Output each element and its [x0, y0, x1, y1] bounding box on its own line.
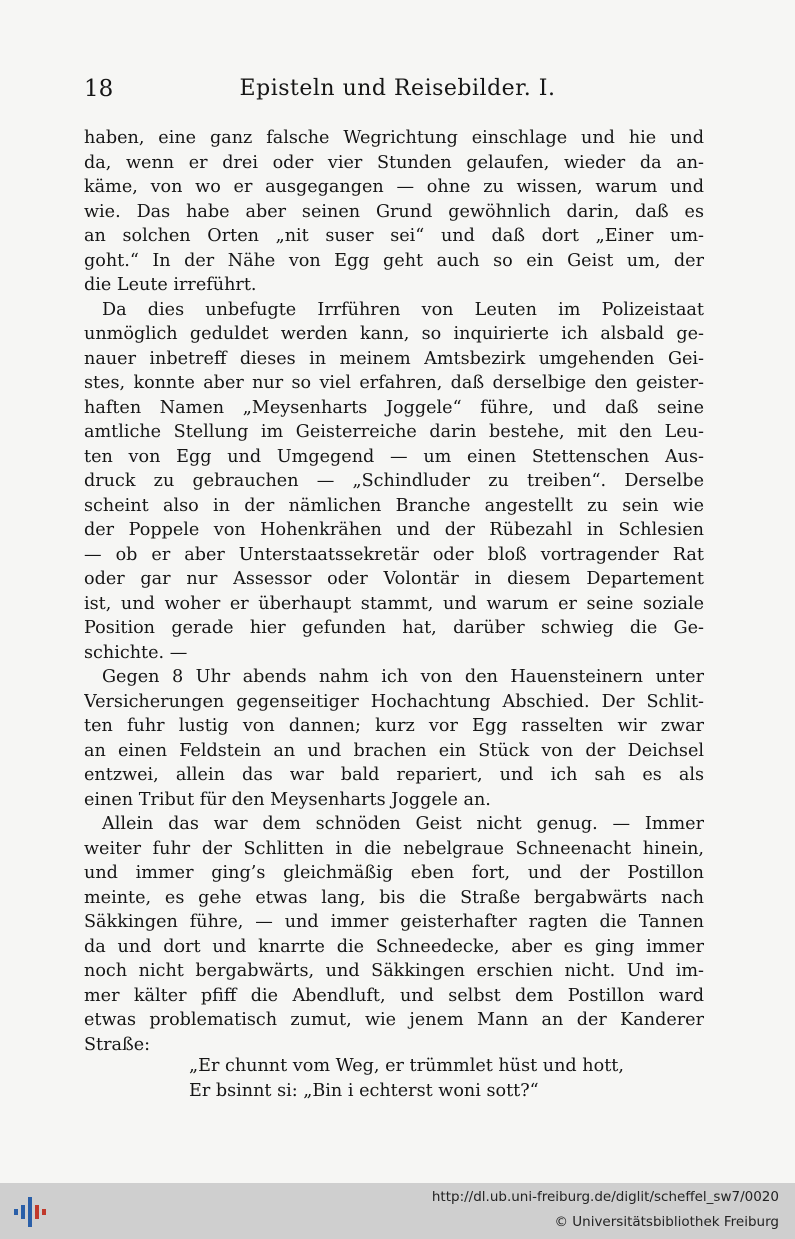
text-line: — ob er aber Unterstaatssekretär oder bloß vortragender Rat: [84, 544, 704, 565]
text-line: weiter fuhr der Schlitten in die nebelgraue Schneenacht hinein,: [84, 838, 704, 859]
text-line: Position gerade hier gefunden hat, darüber schwieg die Ge-: [84, 618, 704, 638]
verse-quote: [189, 1054, 709, 1103]
text-line: der Poppele von Hohenkrähen und der Rübezahl in Schlesien: [84, 520, 704, 540]
text-line: entzwei, allein das war bald repariert, und ich sah es als: [84, 765, 704, 785]
text-line: an solchen Orten „nit suser sei“ und daß dort „Einer um-: [84, 226, 704, 246]
ub-freiburg-logo-icon: [12, 1193, 48, 1231]
text-line: Straße:: [84, 1034, 151, 1055]
text-line: haben, eine ganz falsche Wegrichtung einschlage und hie und: [84, 128, 704, 148]
text-line: oder gar nur Assessor oder Volontär in diesem Departement: [84, 569, 704, 589]
text-line: scheint also in der nämlichen Branche angestellt zu sein wie: [84, 495, 704, 516]
text-line: amtliche Stellung im Geisterreiche darin bestehe, mit den Leu-: [84, 422, 704, 442]
text-line: Allein das war dem schnöden Geist nicht genug. — Immer: [102, 814, 704, 834]
text-line: goht.“ In der Nähe von Egg geht auch so ein Geist um, der: [84, 250, 704, 271]
text-line: druck zu gebrauchen — „Schindluder zu treiben“. Derselbe: [84, 471, 704, 491]
text-line: die Leute irreführt.: [84, 275, 257, 295]
verse-line: „Er chunnt vom Weg, er trümmlet hüst und hott,: [189, 1056, 624, 1076]
text-line: ten von Egg und Umgegend — um einen Stettenschen Aus-: [84, 446, 704, 467]
verse-line: Er bsinnt si: „Bin i echterst woni sott?“: [189, 1080, 539, 1101]
text-line: schichte. —: [84, 642, 188, 663]
text-line: Da dies unbefugte Irrführen von Leuten im Polizeistaat: [102, 299, 704, 320]
page-number: 18: [84, 76, 114, 102]
text-line: an einen Feldstein an und brachen ein Stück von der Deichsel: [84, 740, 704, 761]
text-line: wie. Das habe aber seinen Grund gewöhnlich darin, daß es: [84, 201, 704, 222]
text-line: und immer ging’s gleichmäßig eben fort, und der Postillon: [84, 863, 704, 883]
text-line: ist, und woher er überhaupt stammt, und warum er seine soziale: [84, 593, 704, 614]
text-line: haften Namen „Meysenharts Joggele“ führe, und daß seine: [84, 397, 704, 418]
text-line: stes, konnte aber nur so viel erfahren, daß derselbige den geister-: [84, 373, 704, 393]
running-title: Episteln und Reisebilder. I.: [239, 76, 556, 101]
footer-bar: [0, 1183, 795, 1239]
text-line: Versicherungen gegenseitiger Hochachtung Abschied. Der Schlit-: [84, 691, 704, 712]
text-line: da, wenn er drei oder vier Stunden gelaufen, wieder da an-: [84, 152, 704, 173]
text-line: meinte, es gehe etwas lang, bis die Straße bergabwärts nach: [84, 887, 704, 908]
text-line: noch nicht bergabwärts, und Säkkingen erschien nicht. Und im-: [84, 961, 704, 981]
text-line: Säkkingen führe, — und immer geisterhafter ragten die Tannen: [84, 912, 704, 932]
text-line: unmöglich geduldet werden kann, so inquirierte ich alsbald ge-: [84, 324, 704, 344]
page-header: [0, 76, 795, 110]
text-line: nauer inbetreff dieses in meinem Amtsbezirk umgehenden Gei-: [84, 348, 704, 369]
text-line: Gegen 8 Uhr abends nahm ich von den Hauensteinern unter: [102, 667, 704, 687]
text-line: da und dort und knarrte die Schneedecke, aber es ging immer: [84, 936, 704, 957]
text-line: ten fuhr lustig von dannen; kurz vor Egg rasselten wir zwar: [84, 716, 704, 736]
text-line: einen Tribut für den Meysenharts Joggele an.: [84, 789, 491, 810]
body-text: [84, 126, 704, 1057]
source-url-link[interactable]: http://dl.ub.uni-freiburg.de/diglit/scheffel_sw7/0020: [431, 1189, 779, 1205]
text-line: etwas problematisch zumut, wie jenem Mann an der Kanderer: [84, 1010, 704, 1030]
text-line: käme, von wo er ausgegangen — ohne zu wissen, warum und: [84, 177, 704, 197]
text-line: mer kälter pfiff die Abendluft, und selbst dem Postillon ward: [84, 985, 704, 1006]
copyright-text: © Universitätsbibliothek Freiburg: [554, 1214, 779, 1230]
